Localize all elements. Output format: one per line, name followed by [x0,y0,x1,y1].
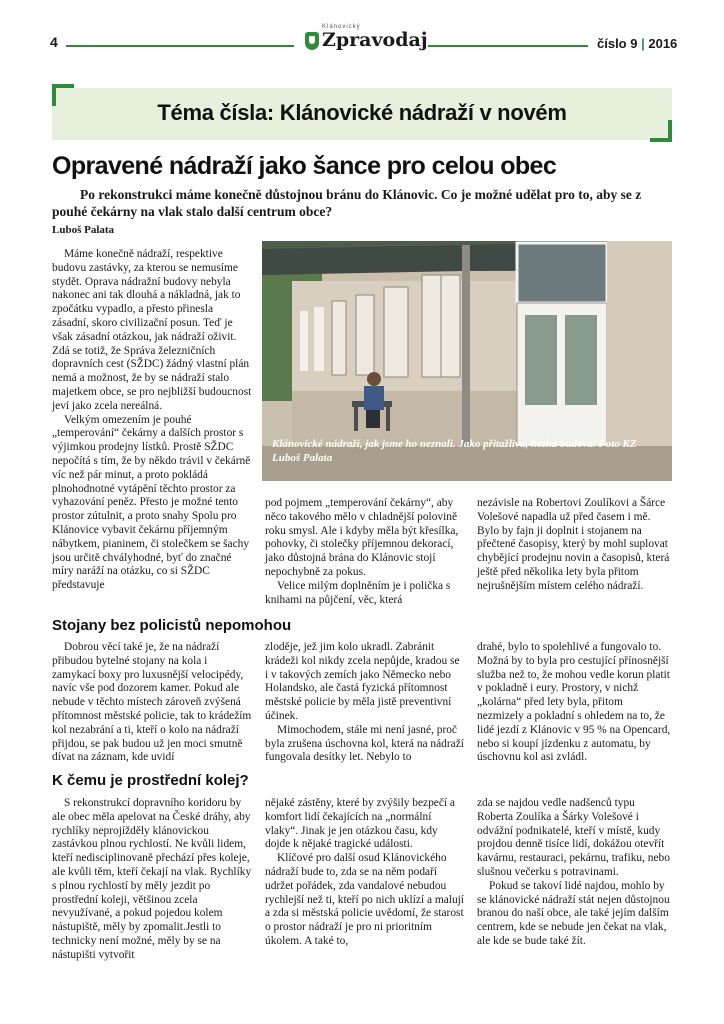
paragraph: Máme konečně nádraží, respektive budovu zastávky, za kterou se nemusíme stydět. Oprava nádražní budovy nebyla nakonec ani tak dlouhá a nákladná, jak to zpočátku vypadlo, a přesto přinesla zásadní, skoro civilizační posun. Teď je však zásadní otázkou, jak nádraží oživit. Zdá se totiž, že Správa železničních dopravních cest (SŽDC) žádný vlastní plán nemá a možnost, že by se nádraží stalo majetkem obce, se pro nejbližší budoucnost jeví jako zcela nereálná. [52,248,252,412]
logo-small-text: Klánovický [322,24,361,30]
issue-info [597,36,677,51]
section2-column1 [52,641,252,765]
article-author: Luboš Palata [52,224,115,236]
masthead-logo [305,28,428,50]
paragraph: Mimochodem, stále mi není jasné, proč byla zrušena úschovna kol, která na nádraží fungovala desítky let. Nebylo to [265,723,464,764]
paragraph: Klíčové pro další osud Klánovického nádraží bude to, zda se na něm podaří udržet pořádek, zda vandalové nebudou rychlejší než ti, kteří po nich uklízí a malují a zda si městská policie uvědomí, že starost o prostor nádraží je pro ni prioritním úkolem. A také to, [265,852,464,947]
section3-column1 [52,797,252,963]
paragraph: Dobrou věcí také je, že na nádraží přibudou bytelné stojany na kola i zamykací boxy pro luxusnější velocipédy, navíc vše pod dozorem kamer. Pokud ale nebude v těchto místech zároveň zvýšená přítomnost městské policie, tak to krádežím kol nezabrání a ti, kteří o kolo na nádraží přijdou, se pak budou už jen moci smutně dívat na záznam, kde uvidí [52,641,252,764]
photo-caption: Klánovické nádraží, jak jsme ho neznali. Jako přitažlivá, hezká budova. Foto KZ Luboš Palata [272,438,637,464]
theme-title: Téma čísla: Klánovické nádraží v novém [157,100,567,125]
article-headline: Opravené nádraží jako šance pro celou obec [52,152,557,180]
section2-column2 [265,641,465,765]
paragraph: nějaké zástěny, které by zvýšily bezpečí a komfort lidí čekajících na „normální vlaky“. Jinak je jen otázkou času, kdy dojde k nějaké tragické události. [265,797,455,851]
paragraph: pod pojmem „temperování čekárny“, aby něco takového mělo v chladnější polovině roku smysl. Ale i kdyby měla být křesílka, pohovky, či stolečky příjemnou dekorací, jako důstojná brána do Klánovic stojí nepochybně za pokus. [265,497,459,578]
shield-icon [305,32,319,50]
page-number: 4 [50,34,58,50]
article-lead: Po rekonstrukci máme konečně důstojnou bránu do Klánovic. Co je možné udělat pro to, aby se z pouhé čekárny na vlak stalo další centrum obce? [52,187,642,219]
section2-column3 [477,641,672,765]
paragraph: Velkým omezením je pouhé „temperování“ čekárny a dalších prostor s výjimkou prodejny lístků. Prostě SŽDC nepočítá s tím, že by někdo trávil v čekárně víc než pár minut, a proto pokládá plnohodnotné vytápění těchto prostor za vyhazování peněz. Přesto je možné tento prostor zútulnit, a proto snahy Spolu pro Klánovice vybavit čekárnu příjemným nábytkem, pianinem, či stolečkem se šachy jsou určitě chvályhodné, byť do značné míry naráží na otázku, co si SŽDC představuje [52,413,251,592]
header-rule-left [66,45,294,47]
paragraph: Velice milým doplněním je i polička s knihami na půjčení, věc, která [265,579,451,606]
paragraph: drahé, bylo to spolehlivé a fungovalo to. Možná by to byla pro cestující přínosnější služba než to, že mohou vedle korun platit v pokladně i eury. Prostory, v nichž „kolárna“ před lety byla, přitom nezmizely a pokladní s ohledem na to, že lidé jezdí z Klánovic v 95 % na Opencard, nebo si koupí jízdenku z automatu, by úschovnu kol asi zvládl. [477,641,671,764]
subheading-middle-track: K čemu je prostřední kolej? [52,772,249,789]
issue-separator: | [641,36,645,51]
paragraph: nezávisle na Robertovi Zoulíkovi a Šárce Volešové napadla už před časem i mě. Bylo by fajn ji doplnit i stojanem na přečtené časopisy, který by mohl suplovat chybějící prodejnu novin a časopisů, která ještě před několika lety byla přitom nejrušnějším místem celého nádraží. [477,497,670,592]
issue-year: 2016 [648,36,678,51]
section3-column3 [477,797,672,949]
header-rule-right [428,45,588,47]
section1-column1 [52,248,252,593]
paragraph: S rekonstrukcí dopravního koridoru by ale obec měla apelovat na České dráhy, aby rychlíky neprojížděly klánovickou zastávkou plnou rychlostí. Ne kvůli lidem, kteří nedisciplinovaně přechází přes koleje, ale kvůli těm, kteří čekají na vlak. Rychlíky s plnou rychlostí by měly jezdit po prostřední koleji, většinou zcela nevyužívané, a pokud pojedou kolem nástupiště, měly by zpomalit.Jestli to technicky není možné, měly by se na nástupišti vytvořit [52,797,252,961]
paragraph: Pokud se takoví lidé najdou, mohlo by se klánovické nádraží stát nejen důstojnou branou do naší obce, ale také jejím dalším centrem, kde se nebude jen čekat na vlak, ale kde se bude také žít. [477,879,670,947]
subheading-bike-stands: Stojany bez policistů nepomohou [52,617,292,634]
section3-column2 [265,797,465,949]
paragraph: zloděje, jež jim kolo ukradl. Zabránit krádeži kol nikdy zcela nepůjde, kradou se i v takových zemích jako Německo nebo Holandsko, ale častá fyzická přítomnost městské policie by měla jistě preventivní účinek. [265,641,460,722]
paragraph: zda se najdou vedle nadšenců typu Roberta Zoulíka a Šárky Volešové i odvážní podnikatelé, kteří v místě, kudy projdou denně tisíce lidí, dokážou otevřít kavárnu, restauraci, pekárnu, trafiku, nebo slušnou večerku s potravinami. [477,797,670,878]
logo-text: Zpravodaj [322,29,428,51]
section1-column2 [265,497,465,607]
section1-column3 [477,497,672,594]
issue-label: číslo 9 [597,36,638,51]
